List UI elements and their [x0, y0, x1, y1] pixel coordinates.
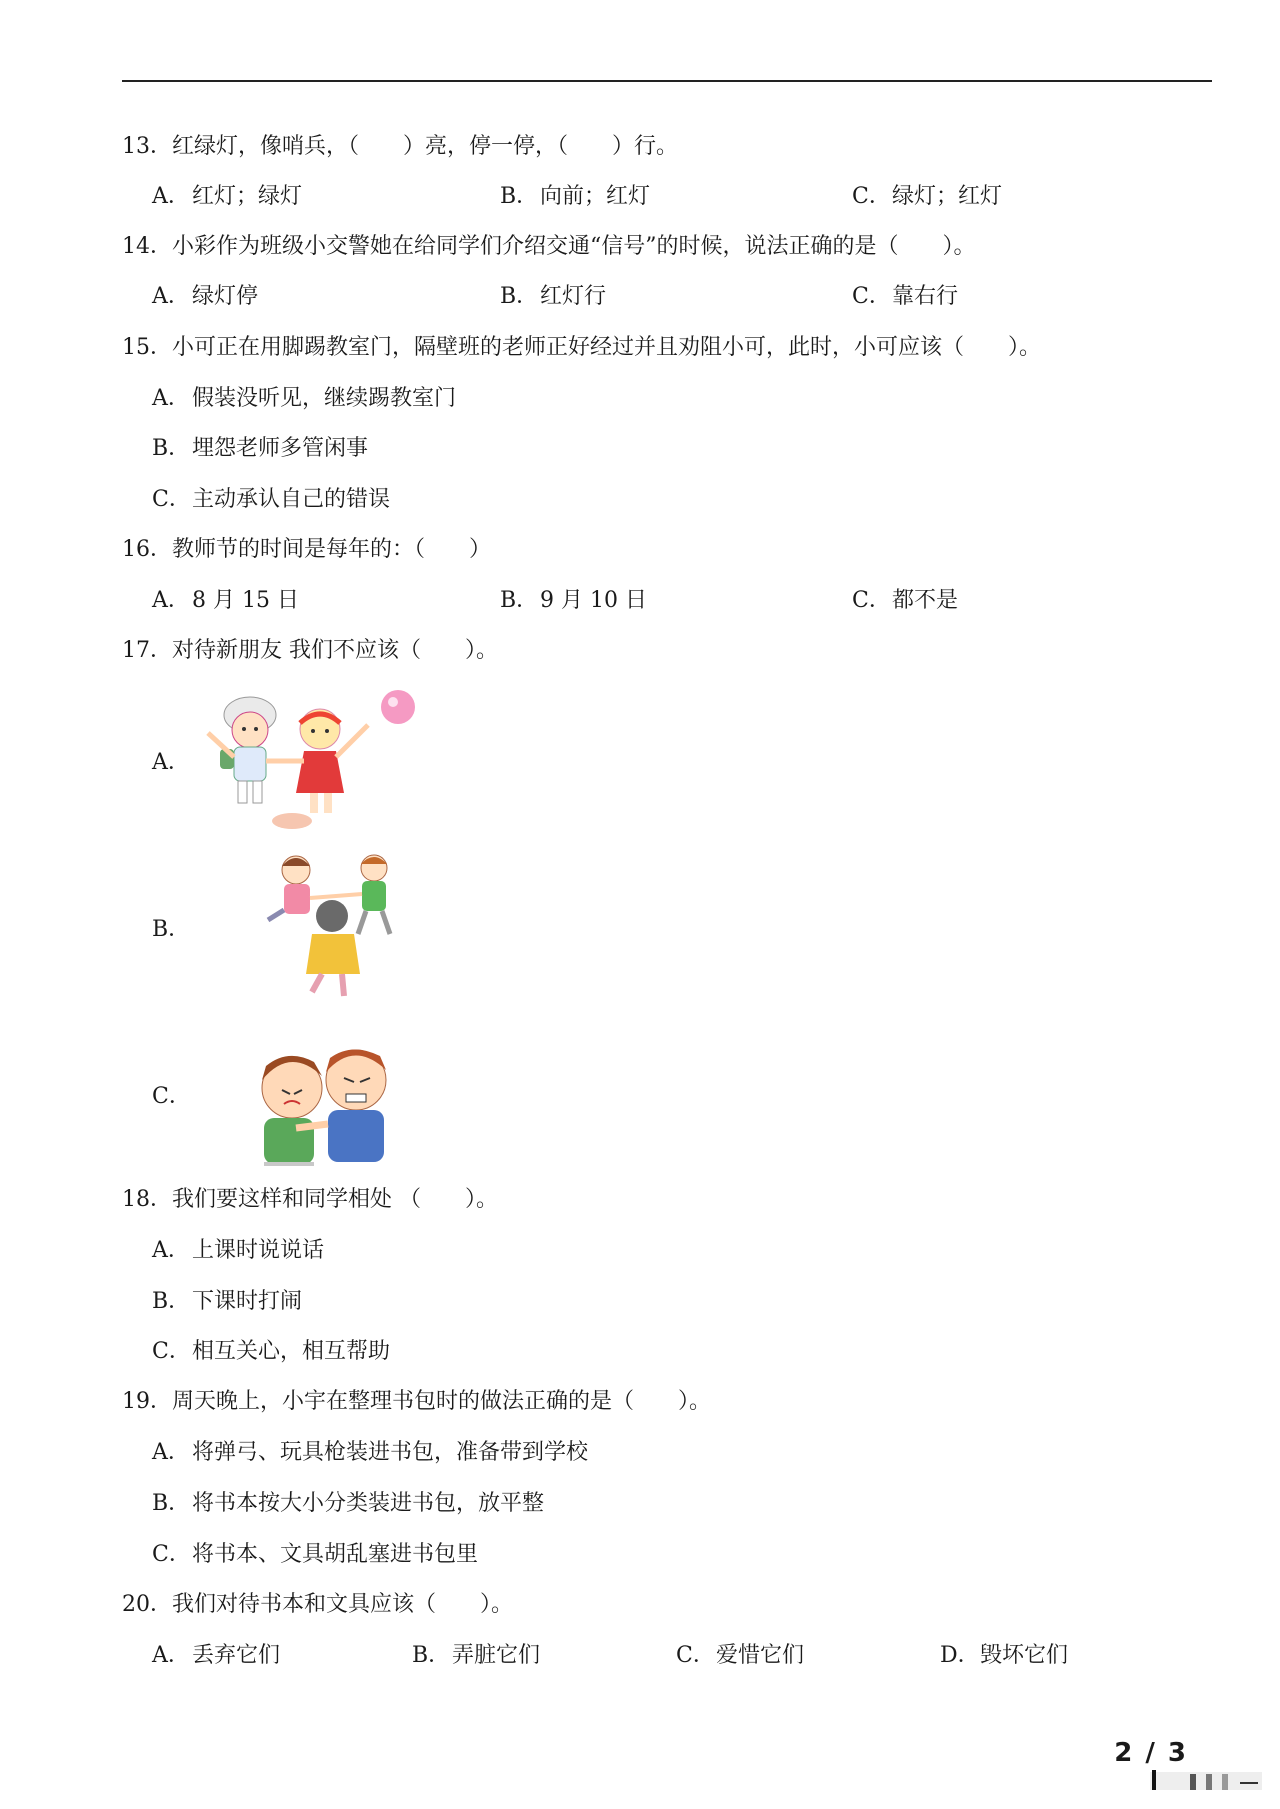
- q19-option-b[interactable]: B．将书本按大小分类装进书包，放平整: [152, 1491, 545, 1516]
- q19-option-c[interactable]: C．将书本、文具胡乱塞进书包里: [152, 1542, 479, 1567]
- q18-option-c[interactable]: C．相互关心，相互帮助: [152, 1339, 391, 1364]
- q20-option-d[interactable]: D．毁坏它们: [940, 1643, 1069, 1668]
- q18-option-b[interactable]: B．下课时打闹: [152, 1289, 303, 1314]
- q18-option-a[interactable]: A．上课时说说话: [152, 1238, 325, 1263]
- question-19: 19．周天晚上，小宇在整理书包时的做法正确的是（ ）。: [122, 1389, 711, 1414]
- children-playing-together-illustration: [262, 850, 412, 1000]
- q16-option-c[interactable]: C．都不是: [852, 588, 959, 613]
- q15-option-c[interactable]: C．主动承认自己的错误: [152, 487, 391, 512]
- question-20: 20．我们对待书本和文具应该（ ）。: [122, 1592, 513, 1617]
- question-13: 13．红绿灯，像哨兵，（ ）亮，停一停，（ ）行。: [122, 134, 678, 159]
- question-17: 17．对待新朋友 我们不应该（ ）。: [122, 638, 498, 663]
- q19-option-a[interactable]: A．将弹弓、玩具枪装进书包，准备带到学校: [152, 1440, 589, 1465]
- q14-option-a[interactable]: A．绿灯停: [152, 284, 259, 309]
- q20-option-b[interactable]: B．弄脏它们: [412, 1643, 541, 1668]
- q13-option-c[interactable]: C．绿灯；红灯: [852, 184, 1003, 209]
- q17-option-b[interactable]: B．: [152, 917, 191, 942]
- q13-option-b[interactable]: B．向前；红灯: [500, 184, 651, 209]
- page-number: 2 / 3: [1114, 1738, 1188, 1768]
- q15-option-a[interactable]: A．假装没听见，继续踢教室门: [152, 386, 457, 411]
- q13-option-a[interactable]: A．红灯；绿灯: [152, 184, 303, 209]
- q15-option-b[interactable]: B．埋怨老师多管闲事: [152, 436, 369, 461]
- q17-option-a[interactable]: A．: [152, 750, 190, 775]
- q16-option-a[interactable]: A．8 月 15 日: [152, 588, 299, 613]
- header-rule: [122, 80, 1212, 82]
- question-16: 16．教师节的时间是每年的：（ ）: [122, 537, 491, 562]
- question-14: 14．小彩作为班级小交警她在给同学们介绍交通“信号”的时候，说法正确的是（ ）。: [122, 234, 976, 259]
- page-watermark-bars: [1150, 1768, 1262, 1792]
- q20-option-a[interactable]: A．丢弃它们: [152, 1643, 281, 1668]
- question-18: 18．我们要这样和同学相处 （ ）。: [122, 1187, 498, 1212]
- question-15: 15．小可正在用脚踢教室门，隔壁班的老师正好经过并且劝阻小可，此时，小可应该（ ）。: [122, 335, 1041, 360]
- children-fighting-illustration: [244, 1040, 404, 1175]
- q14-option-b[interactable]: B．红灯行: [500, 284, 607, 309]
- q14-option-c[interactable]: C．靠右行: [852, 284, 959, 309]
- q16-option-b[interactable]: B．9 月 10 日: [500, 588, 647, 613]
- q17-option-c[interactable]: C．: [152, 1084, 191, 1109]
- friends-holding-hands-illustration: [200, 685, 425, 835]
- q20-option-c[interactable]: C．爱惜它们: [676, 1643, 805, 1668]
